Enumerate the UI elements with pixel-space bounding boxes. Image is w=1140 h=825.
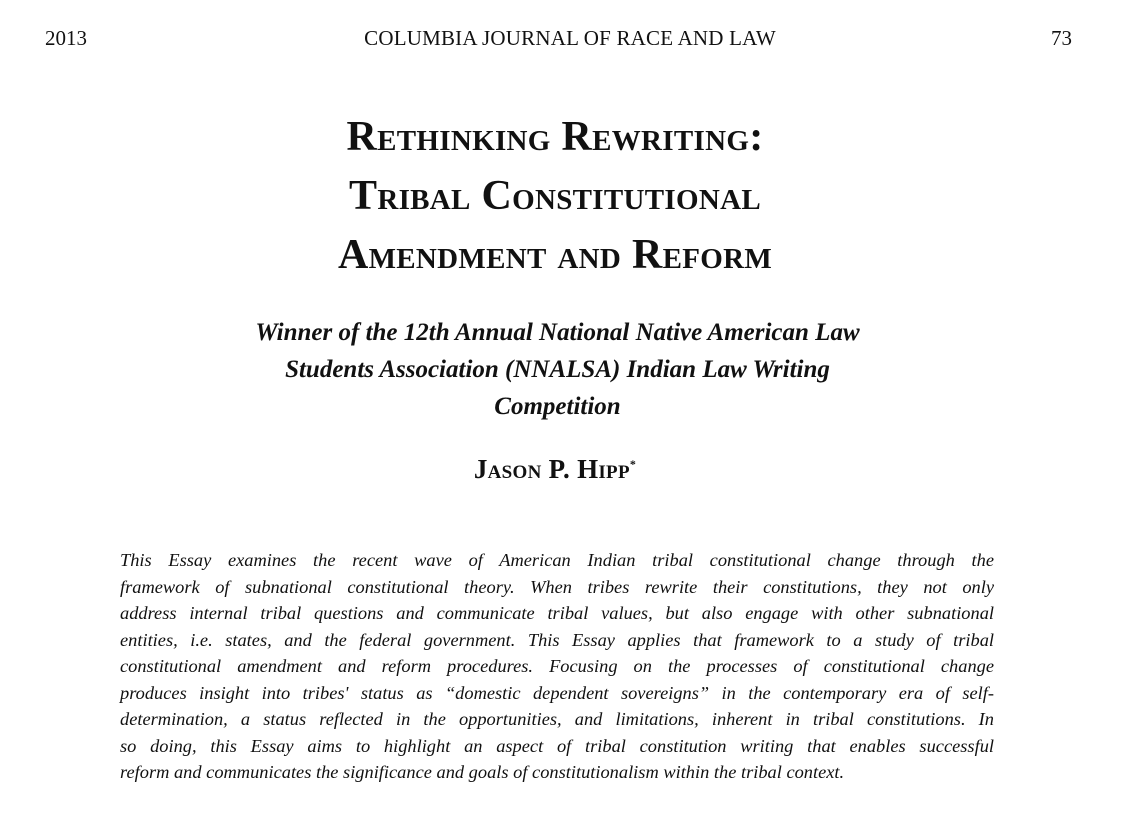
author-byline: [0, 454, 1110, 485]
abstract-line: determination, a status reflected in the opportunities, and limitations, inherent in tribal constitutions. In: [120, 709, 994, 729]
title-line: Tribal Constitutional: [349, 173, 761, 219]
author-footnote-mark[interactable]: *: [629, 457, 637, 471]
abstract-line: produces insight into tribes' status as “domestic dependent sovereigns” in the contemporary era of self-: [120, 682, 994, 703]
subtitle-line: Winner of the 12th Annual National Native American Law: [255, 319, 860, 346]
award-subtitle: [0, 314, 1115, 425]
header-page-number: 73: [1051, 26, 1072, 50]
article-title: [0, 108, 1110, 285]
abstract-line: This Essay examines the recent wave of American Indian tribal constitutional change through the: [120, 550, 994, 570]
subtitle-line: Students Association (NNALSA) Indian Law Writing: [285, 356, 830, 383]
abstract: [120, 547, 994, 786]
abstract-line: address internal tribal questions and communicate tribal values, but also engage with other subnational: [120, 603, 994, 623]
title-line: Amendment and Reform: [337, 232, 773, 278]
abstract-line: entities, i.e. states, and the federal government. This Essay applies that framework to a study of tribal: [120, 629, 994, 650]
abstract-line: so doing, this Essay aims to highlight an aspect of tribal constitution writing that enables successful: [120, 735, 994, 756]
title-line: Rethinking Rewriting:: [346, 114, 764, 160]
header-journal-title: COLUMBIA JOURNAL OF RACE AND LAW: [364, 26, 776, 50]
header-year: 2013: [45, 26, 87, 50]
abstract-line: framework of subnational constitutional theory. When tribes rewrite their constitutions, they not only: [120, 576, 994, 597]
subtitle-line: Competition: [494, 393, 621, 420]
running-header: [0, 26, 1140, 56]
abstract-line: constitutional amendment and reform procedures. Focusing on the processes of constitutional change: [120, 656, 994, 676]
author-name: Jason P. Hipp: [473, 454, 630, 484]
abstract-line: reform and communicates the significance and goals of constitutionalism within the tribal context.: [120, 762, 845, 782]
